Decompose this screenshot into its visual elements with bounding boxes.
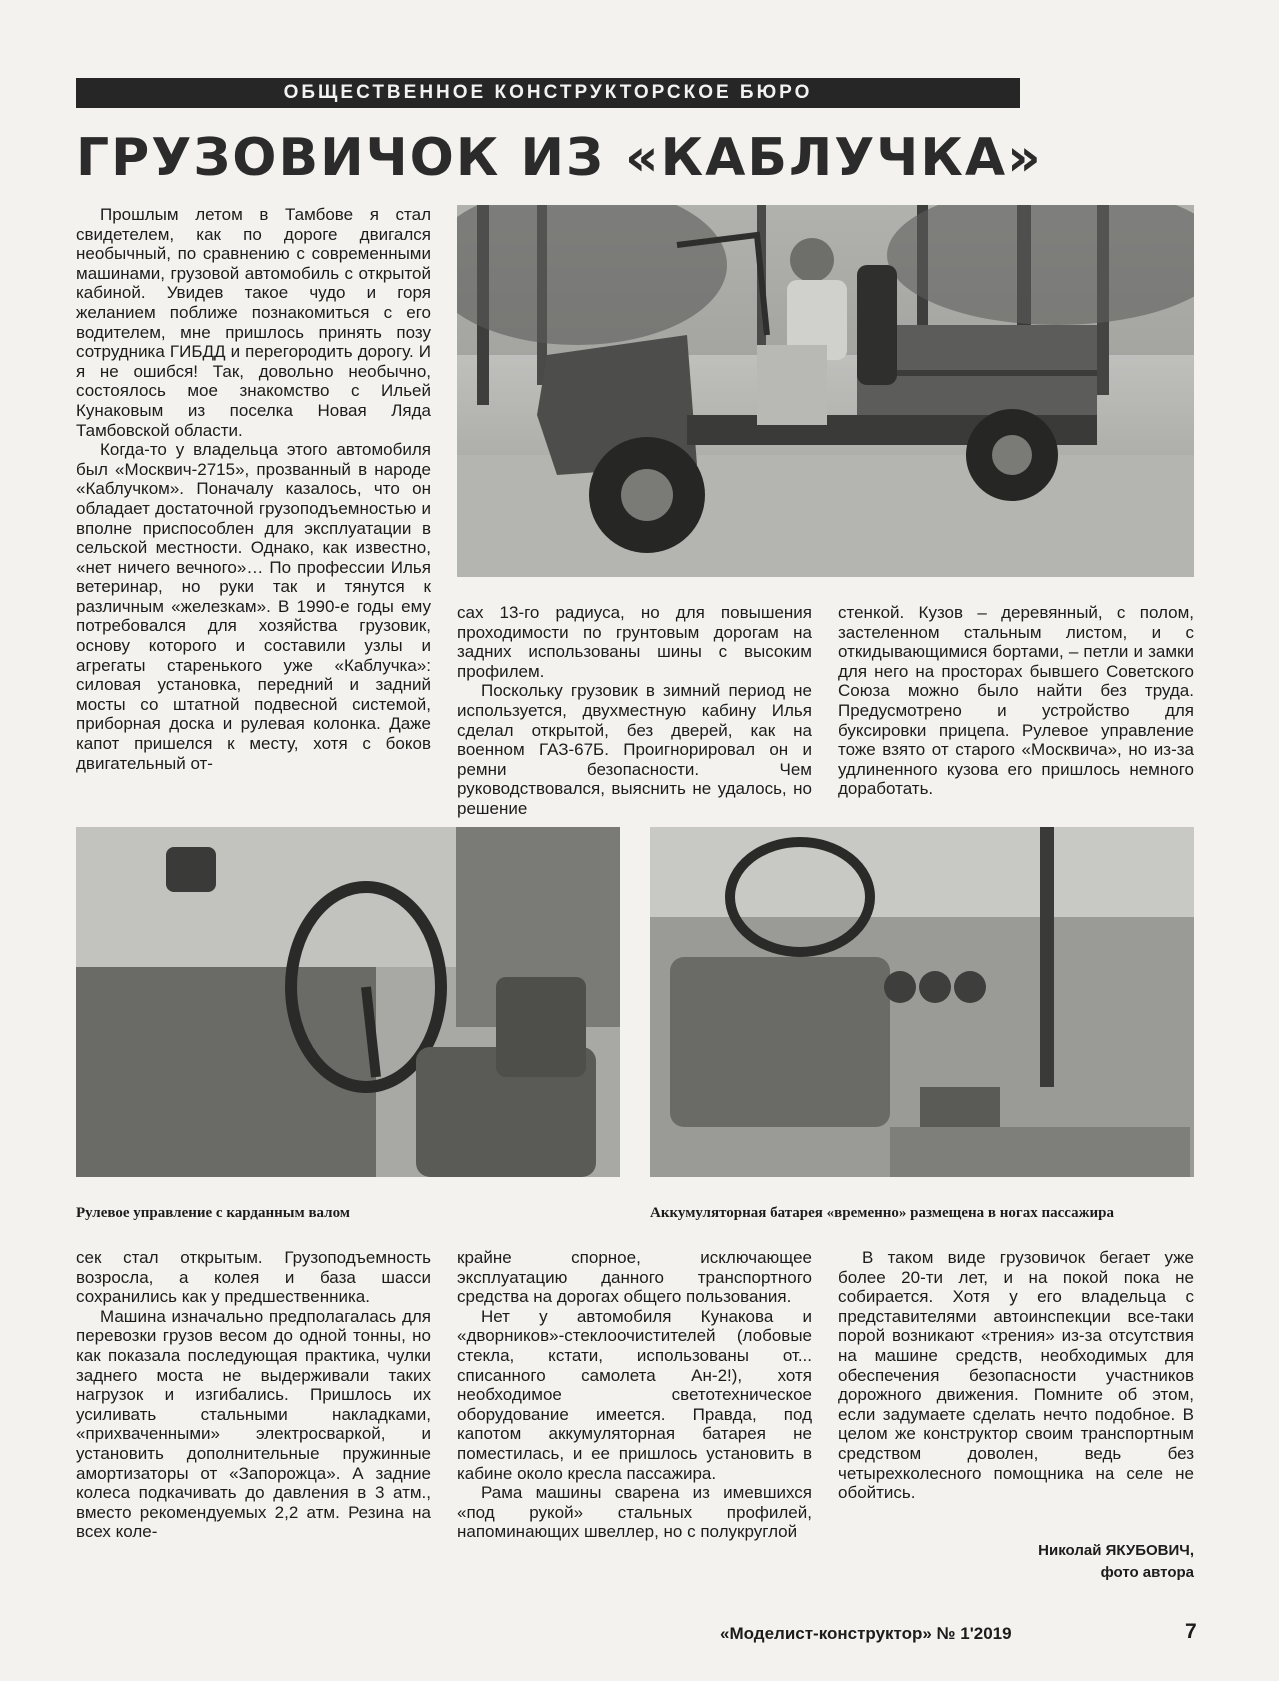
paragraph: сах 13-го радиуса, но для повышения проходимости по грунтовым дорогам на задних использованы шины с высоким профилем. — [457, 603, 812, 681]
paragraph: Нет у автомобиля Кунакова и «дворников»-стеклоочистителей (лобовые стекла, кстати, использованы от... списанного самолета Ан-2!), хотя необходимое светотехническое оборудование имеется. Правда, под капотом аккумуляторная батарея не поместилась, и ее пришлось установить в кабине около кресла пассажира. — [457, 1306, 812, 1483]
main-photo-truck — [457, 205, 1194, 577]
paragraph: сек стал открытым. Грузоподъемность возросла, а колея и база шасси сохранились как у предшественника. — [76, 1248, 431, 1307]
article-headline: ГРУЗОВИЧОК ИЗ «КАБЛУЧКА» — [76, 128, 1043, 188]
column-2-top — [457, 603, 812, 819]
paragraph: Поскольку грузовик в зимний период не используется, двухместную кабину Илья сделал открытой, без дверей, как на военном ГАЗ-67Б. Проигнорировал он и ремни безопасности. Чем руководствовался, выяснить не удалось, но решение — [457, 681, 812, 818]
photo-battery-interior — [650, 827, 1194, 1177]
paragraph: Когда-то у владельца этого автомобиля был «Москвич-2715», прозванный в народе «Каблучком». Поначалу казалось, что он обладает достаточной грузоподъемностью и вполне приспособлен для эксплуатации в сельской местности. Однако, как известно, «нет ничего вечного»… По профессии Илья ветеринар, но руки так и тянутся к различным «железкам». В 1990-е годы ему потребовался для хозяйства грузовик, основу которого и составили узлы и агрегаты старенького уже «Каблучка»: силовая установка, передний и задний мосты со штатной подвесной системой, приборная доска и рулевая колонка. Даже капот пришелся к месту, хотя с боков двигательный от- — [76, 440, 431, 773]
photo-steering-column — [76, 827, 620, 1177]
signature-photo-credit: фото автора — [1100, 1564, 1194, 1581]
section-header: ОБЩЕСТВЕННОЕ КОНСТРУКТОРСКОЕ БЮРО — [76, 78, 1020, 108]
column-1-bottom — [76, 1248, 431, 1542]
signature — [894, 1540, 1194, 1584]
caption-left: Рулевое управление с карданным валом — [76, 1205, 351, 1221]
column-2-bottom — [457, 1248, 812, 1542]
column-1-top — [76, 205, 431, 773]
footer-magazine: «Моделист-конструктор» № 1'2019 — [720, 1624, 1012, 1643]
paragraph: Прошлым летом в Тамбове я стал свидетелем, как по дороге двигался необычный, по сравнению с современными машинами, грузовой автомобиль с открытой кабиной. Увидев такое чудо и горя желанием поближе познакомиться с его водителем, мне пришлось принять позу сотрудника ГИБДД и перегородить дорогу. И я не ошибся! Так, довольно необычно, состоялось мое знакомство с Ильей Кунаковым из поселка Новая Ляда Тамбовской области. — [76, 205, 431, 440]
column-3-bottom — [838, 1248, 1194, 1503]
signature-author: Николай ЯКУБОВИЧ, — [1038, 1542, 1194, 1559]
column-3-top — [838, 603, 1194, 799]
paragraph: Рама машины сварена из имевшихся «под рукой» стальных профилей, напоминающих швеллер, но с полукруглой — [457, 1483, 812, 1542]
page-number: 7 — [1185, 1620, 1197, 1643]
paragraph: В таком виде грузовичок бегает уже более 20-ти лет, и на покой пока не собирается. Хотя у его владельца с представителями автоинспекции все-таки порой возникают «трения» из-за отсутствия на машине средств, необходимых для обеспечения безопасности участников дорожного движения. Помните об этом, если задумаете сделать нечто подобное. В целом же конструктор своим транспортным средством доволен, ведь без четырехколесного помощника на селе не обойтись. — [838, 1248, 1194, 1503]
caption-right: Аккумуляторная батарея «временно» размещена в ногах пассажира — [650, 1205, 1114, 1221]
paragraph: крайне спорное, исключающее эксплуатацию данного транспортного средства на дорогах общего пользования. — [457, 1248, 812, 1307]
paragraph: Машина изначально предполагалась для перевозки грузов весом до одной тонны, но как показала последующая практика, чулки заднего моста не выдерживали таких нагрузок и изгибались. Пришлось их усиливать стальными накладками, «прихваченными» электросваркой, и установить дополнительные пружинные амортизаторы от «Запорожца». А задние колеса подкачивать до давления в 3 атм., вместо рекомендуемых 2,2 атм. Резина на всех коле- — [76, 1306, 431, 1542]
paragraph: стенкой. Кузов – деревянный, с полом, застеленном стальным листом, и с откидывающимися бортами, – петли и замки для него на просторах бывшего Советского Союза можно было найти без труда. Предусмотрено и устройство для буксировки прицепа. Рулевое управление тоже взято от старого «Москвича», но из-за удлиненного кузова его пришлось немного доработать. — [838, 603, 1194, 799]
